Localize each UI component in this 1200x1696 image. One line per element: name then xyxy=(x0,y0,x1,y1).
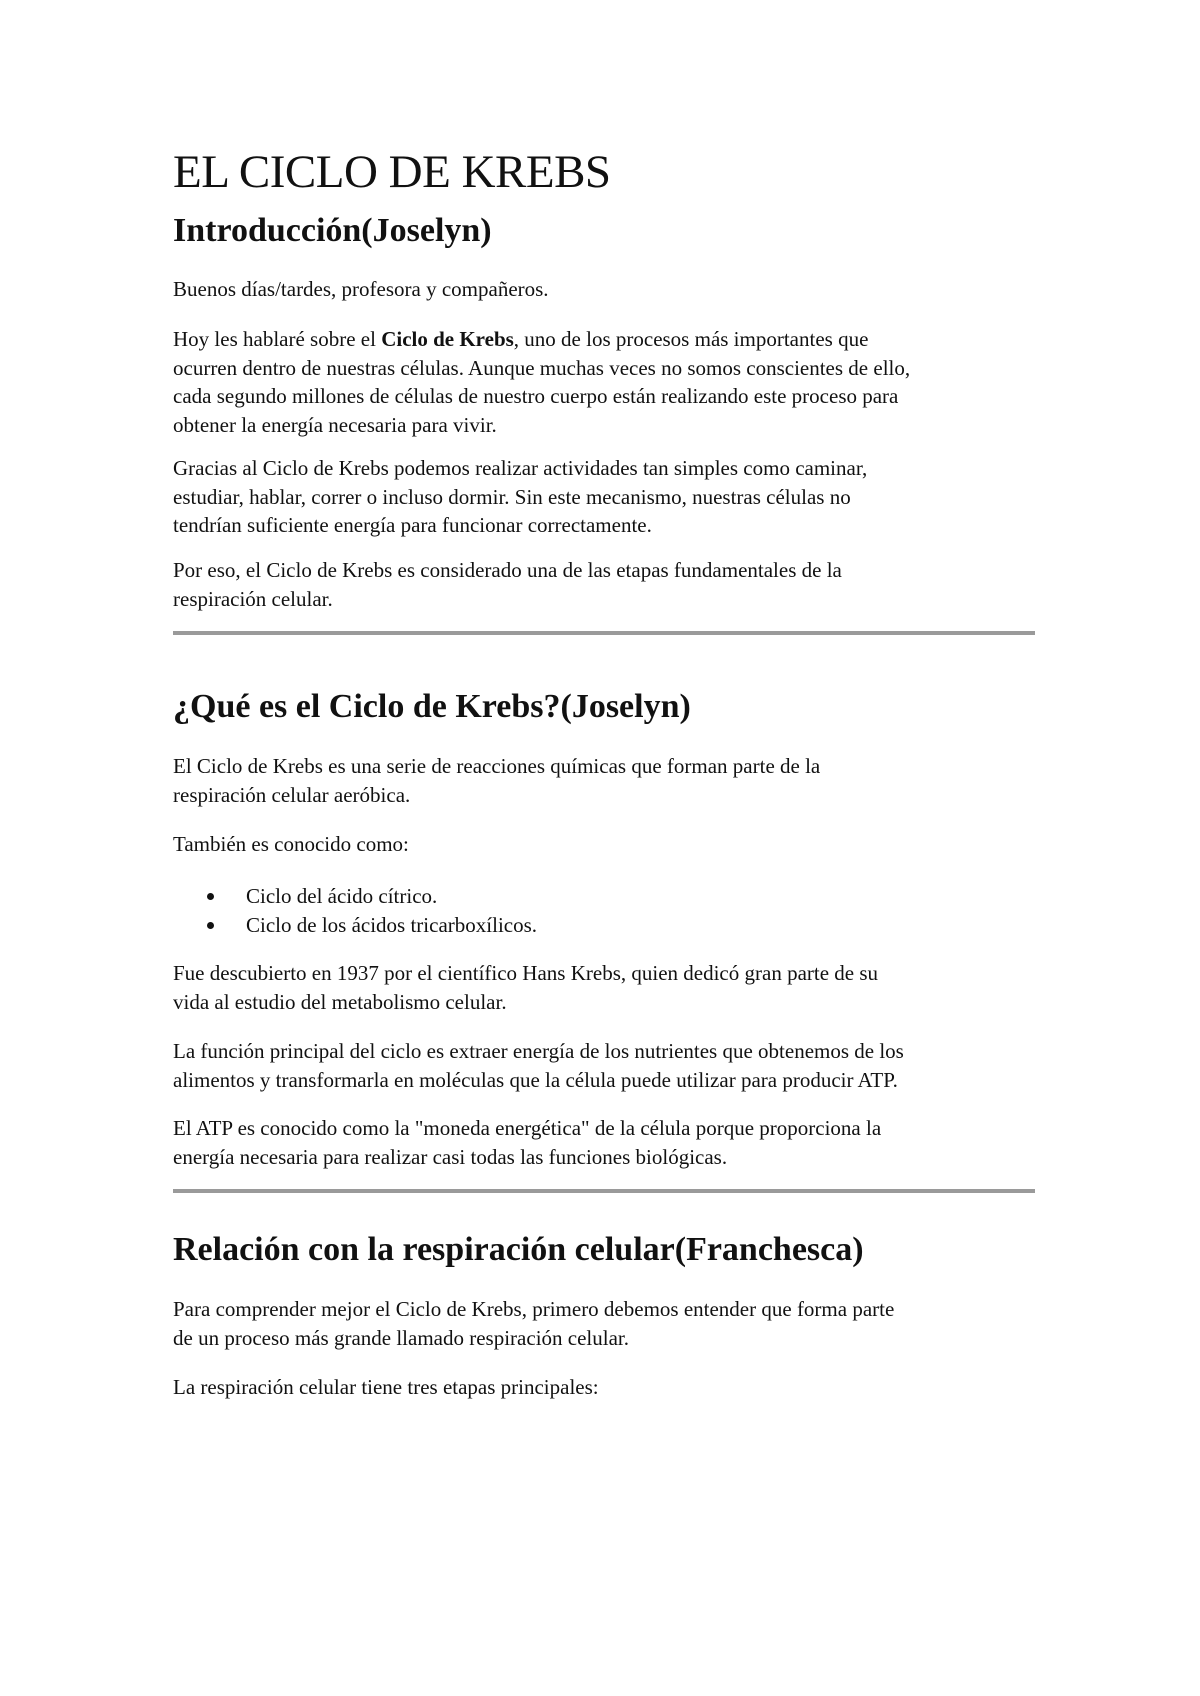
paragraph-line: Gracias al Ciclo de Krebs podemos realizar actividades tan simples como caminar, xyxy=(173,456,868,480)
list-item xyxy=(173,911,537,940)
paragraph-line xyxy=(173,325,1043,354)
paragraph-line: respiración celular. xyxy=(173,586,333,611)
paragraph-greeting xyxy=(173,275,1043,304)
paragraph-por-eso xyxy=(173,556,1043,613)
paragraph-line: alimentos y transformarla en moléculas que la célula puede utilizar para producir ATP. xyxy=(173,1067,898,1092)
paragraph-line: ocurren dentro de nuestras células. Aunque muchas veces no somos conscientes de ello, xyxy=(173,355,911,380)
paragraph-tambien xyxy=(173,830,1043,859)
bullet-icon xyxy=(207,893,214,900)
paragraph-line: También es conocido como: xyxy=(173,832,409,856)
paragraph-line: tendrían suficiente energía para funcionar correctamente. xyxy=(173,513,652,537)
bullet-icon xyxy=(207,922,214,929)
paragraph-comprender xyxy=(173,1295,1043,1352)
paragraph-line: respiración celular aeróbica. xyxy=(173,782,411,807)
bullet-list xyxy=(173,882,537,939)
paragraph-definicion xyxy=(173,752,1043,809)
section-heading-que-es: ¿Qué es el Ciclo de Krebs?(Joselyn) xyxy=(173,688,691,725)
paragraph-line: estudiar, hablar, correr o incluso dormir. Sin este mecanismo, nuestras células no xyxy=(173,484,851,509)
paragraph-intro xyxy=(173,325,1043,439)
paragraph-line: energía necesaria para realizar casi todas las funciones biológicas. xyxy=(173,1144,728,1169)
paragraph-line: El Ciclo de Krebs es una serie de reacciones químicas que forman parte de la xyxy=(173,754,821,778)
paragraph-line: Fue descubierto en 1937 por el científico Hans Krebs, quien dedicó gran parte de su xyxy=(173,961,879,985)
list-item xyxy=(173,882,537,911)
paragraph-descubierto xyxy=(173,959,1043,1016)
paragraph-atp xyxy=(173,1114,1043,1171)
section-divider xyxy=(173,631,1035,635)
paragraph-line: Buenos días/tardes, profesora y compañeros. xyxy=(173,277,549,301)
paragraph-line: Por eso, el Ciclo de Krebs es considerado una de las etapas fundamentales de la xyxy=(173,558,842,582)
paragraph-line: de un proceso más grande llamado respiración celular. xyxy=(173,1325,629,1350)
list-item-text: Ciclo del ácido cítrico. xyxy=(246,884,438,908)
section-heading-introduccion: Introducción(Joselyn) xyxy=(173,212,492,249)
bold-term: Ciclo de Krebs xyxy=(381,327,514,351)
inline-text: Hoy les hablaré sobre el xyxy=(173,327,382,351)
paragraph-line: vida al estudio del metabolismo celular. xyxy=(173,989,507,1014)
paragraph-line: Para comprender mejor el Ciclo de Krebs, primero debemos entender que forma parte xyxy=(173,1297,895,1321)
paragraph-funcion xyxy=(173,1037,1043,1094)
paragraph-line: El ATP es conocido como la "moneda energética" de la célula porque proporciona la xyxy=(173,1116,882,1140)
paragraph-gracias xyxy=(173,454,1043,540)
paragraph-line: cada segundo millones de células de nuestro cuerpo están realizando este proceso para xyxy=(173,384,899,408)
inline-text: , uno de los procesos más importantes que xyxy=(513,327,869,351)
paragraph-line: La respiración celular tiene tres etapas principales: xyxy=(173,1375,599,1399)
paragraph-line: obtener la energía necesaria para vivir. xyxy=(173,412,497,437)
section-heading-relacion: Relación con la respiración celular(Franchesca) xyxy=(173,1231,864,1268)
paragraph-line: La función principal del ciclo es extraer energía de los nutrientes que obtenemos de los xyxy=(173,1039,904,1063)
paragraph-etapas xyxy=(173,1373,1043,1402)
document-title: EL CICLO DE KREBS xyxy=(173,146,611,198)
list-item-text: Ciclo de los ácidos tricarboxílicos. xyxy=(246,912,538,937)
section-divider xyxy=(173,1189,1035,1193)
